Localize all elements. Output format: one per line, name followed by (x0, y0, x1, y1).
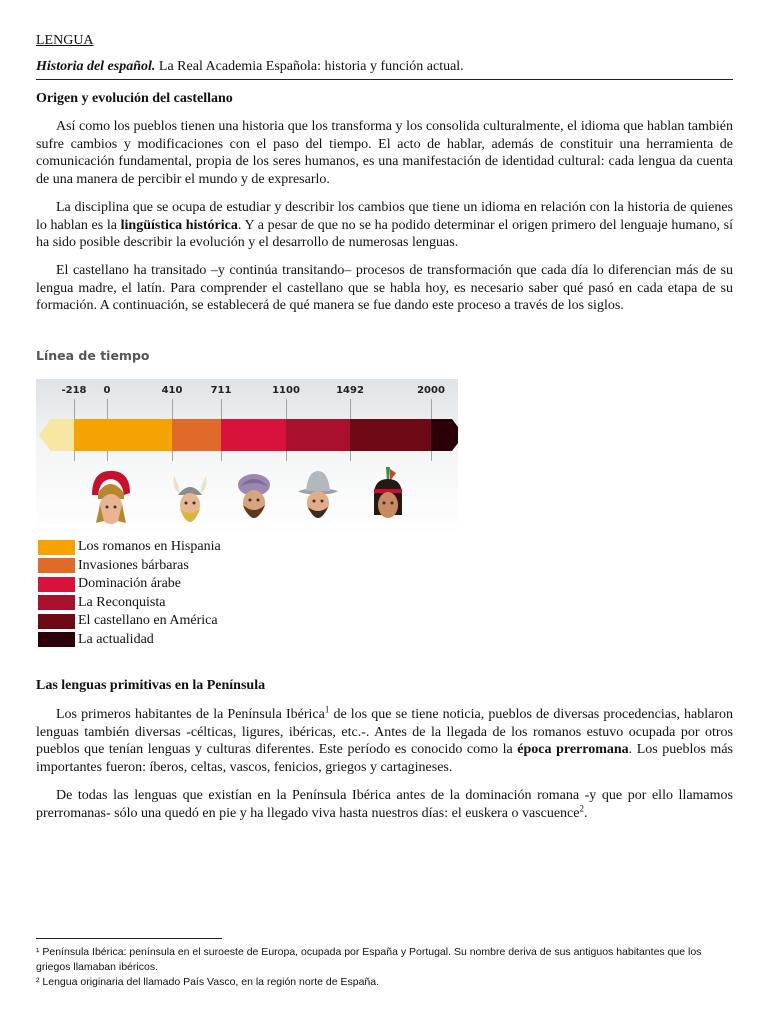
term-linguistica-historica: lingüística histórica (120, 217, 238, 233)
timeline-arrow-left (39, 419, 51, 451)
topic-subtitle: La Real Academia Española: historia y función actual. (155, 59, 464, 74)
tick-label: 410 (161, 385, 183, 396)
footnote-divider (36, 938, 222, 939)
roman-soldier-icon (84, 465, 136, 531)
paragraph-3: El castellano ha transitado –y continúa transitando– procesos de transformación que cada día lo diferencian más de su lengua madre, el latín. Para comprender el castellano que se habla hoy, es necesario saber qué pasó en cada etapa de su formación. A continuación, se establecerá de qué manera se fue dando este proceso a través de los siglos. (36, 263, 733, 313)
legend-label: Los romanos en Hispania (78, 539, 221, 555)
paragraph-5 (36, 787, 733, 822)
section-title-lenguas-primitivas: Las lenguas primitivas en la Península (36, 678, 266, 693)
legend-label: El castellano en América (78, 613, 218, 629)
legend-swatch-america (38, 614, 75, 629)
arab-man-icon (228, 465, 280, 531)
paragraph-4-text-c: . Los pueblos más importantes fueron: íberos, celtas, vascos, fenicios, griegos y cartagineses. (36, 742, 733, 775)
timeline-segment-america (350, 419, 431, 451)
footnote-1: ¹ Península Ibérica: península en el suroeste de Europa, ocupada por España y Portugal. Su nombre deriva de sus antiguos habitantes que los griegos llamaban ibéricos. (36, 946, 702, 973)
footnote-ref-1: 1 (324, 704, 330, 715)
paragraph-5-text-b: . (583, 805, 588, 821)
legend-label: La Reconquista (78, 594, 166, 610)
timeline-figure (36, 379, 458, 537)
section-title-origen: Origen y evolución del castellano (36, 91, 233, 106)
paragraph-1: Así como los pueblos tienen una historia que los transforma y los consolida culturalmente, el idioma que hablan también sufre cambios y modificaciones con el paso del tiempo. El acto de hablar, además de constituir una herramienta de comunicación fundamental, propia de los seres humanos, es una manifestación de identidad cultural: cada lengua da cuenta de una manera de percibir el mundo y de expresarlo. (36, 119, 733, 187)
footnote-ref-2: 2 (579, 802, 584, 813)
tick-label: 711 (210, 385, 232, 396)
timeline-segment-actualidad (431, 419, 452, 451)
footnote-2: ² Lengua originaria del llamado País Vasco, en la región norte de España. (36, 976, 380, 988)
legend-item (38, 575, 221, 594)
paragraph-4 (36, 706, 733, 776)
paragraph-4-text-a: Los primeros habitantes de la Península Ibérica (56, 707, 325, 722)
term-epoca-prerromana: época prerromana (517, 742, 629, 757)
legend-swatch-actualidad (38, 632, 75, 647)
tick-label: 2000 (417, 385, 445, 396)
paragraph-2-text-a: La disciplina que se ocupa de estudiar y describir los cambios que tiene un idioma en relación con la historia de quienes lo hablan es la (36, 200, 733, 233)
timeline-title: Línea de tiempo (36, 348, 150, 363)
legend-item (38, 594, 221, 613)
legend-label: Dominación árabe (78, 576, 182, 592)
paragraph-2-text-b: . Y a pesar de que no se ha podido determinar el origen primero del lenguaje humano, sí ha sido posible describir la evolución y el desarrollo de numerosas lenguas. (36, 217, 733, 250)
legend-label: Invasiones bárbaras (78, 557, 189, 573)
subject-heading: LENGUA (36, 33, 94, 48)
legend-swatch-reconquista (38, 595, 75, 610)
paragraph-5-text-a: De todas las lenguas que existían en la Península Ibérica antes de la dominación romana -y que por ello llamamos prerromanas- sólo una quedó en pie y ha llegado viva hasta nuestros días: el euskera o vascuence (36, 788, 733, 821)
legend-item (38, 631, 221, 650)
tick-label: 1492 (336, 385, 364, 396)
timeline-segment-barbaras (172, 419, 221, 451)
indigenous-man-icon (362, 465, 414, 531)
topic-title: Historia del español. (36, 59, 156, 74)
timeline-legend (38, 538, 221, 649)
legend-swatch-arabe (38, 577, 75, 592)
tick-label: 1100 (272, 385, 300, 396)
timeline-segment-romanos (74, 419, 172, 451)
barbarian-warrior-icon (164, 465, 216, 531)
legend-item (38, 557, 221, 576)
legend-item (38, 538, 221, 557)
legend-label: La actualidad (78, 631, 154, 647)
header-divider (36, 79, 733, 80)
legend-swatch-barbaras (38, 558, 75, 573)
tick-label: -218 (61, 385, 87, 396)
conquistador-icon (292, 465, 344, 531)
timeline-arrow-right (452, 419, 458, 451)
topic-line (36, 59, 464, 75)
paragraph-4-text-b: de los que se tiene noticia, pueblos de diversas procedencias, hablaron lenguas también diversas -célticas, ligures, ibéricas, etc.-. Antes de la llegada de los romanos estuvo ocupada por otros pueblos que tenían lenguas y culturas diferentes. Este período es conocido como la (36, 707, 734, 757)
timeline-segment-reconquista (286, 419, 350, 451)
legend-item (38, 612, 221, 631)
legend-swatch-romanos (38, 540, 75, 555)
tick-label: 0 (103, 385, 111, 396)
timeline-segment-arabe (221, 419, 286, 451)
timeline-segment-pre (51, 419, 74, 451)
paragraph-2 (36, 199, 733, 252)
